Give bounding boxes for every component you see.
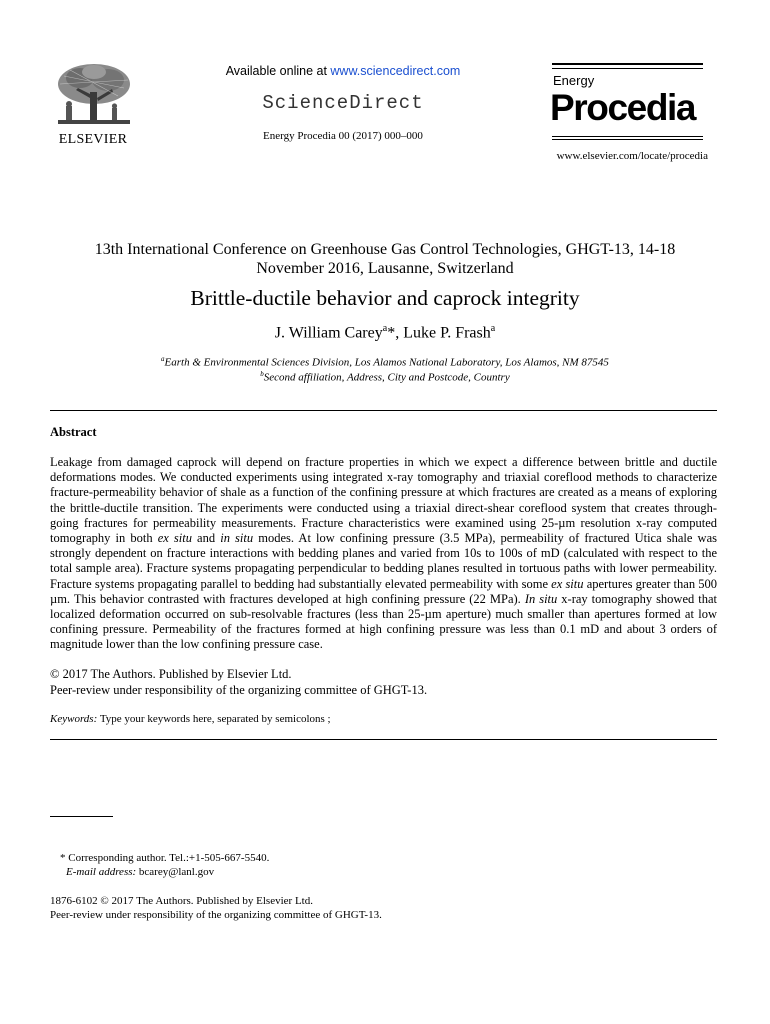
author-name: J. William Carey [274, 324, 383, 342]
available-prefix: Available online at [225, 64, 331, 78]
conference-line-2: November 2016, Lausanne, Switzerland [256, 260, 514, 277]
abstract-segment: modes. At low confining pressure (3.5 MPa), permeability of fractured Utica shale was strongly dependent on fracture interactions with bedding planes and varied from 10s to 100s of mD (calculated with respect to the total sample area). Fracture systems propagating perpendicular to bedding planes resulted in tortuous paths with lower permeability. Fracture systems propagating parallel to bedding had substantially elevated permeability with some [50, 531, 717, 591]
elsevier-tree-logo [50, 62, 136, 132]
abstract-segment: and [191, 531, 221, 546]
conference-line-1: 13th International Conference on Greenhouse Gas Control Technologies, GHGT-13, 14-18 [94, 241, 676, 258]
email-address[interactable]: bcarey@lanl.gov [136, 866, 215, 878]
affiliation-text: Second affiliation, Address, City and Postcode, Country [263, 371, 510, 384]
author-list [50, 323, 720, 342]
keywords-label: Keywords: [50, 713, 98, 725]
section-divider [50, 739, 717, 740]
journal-rule-top [552, 63, 703, 65]
publisher-wordmark: ELSEVIER [58, 132, 128, 147]
abstract-italic: In situ [524, 591, 558, 606]
abstract-heading: Abstract [50, 425, 97, 439]
peer-review-footer: Peer-review under responsibility of the organizing committee of GHGT-13. [50, 909, 382, 921]
abstract-segment: apertures greater than 500 µm. This behavior contrasted with fractures developed at high confining pressure (22 MPa). [50, 576, 717, 606]
journal-name-small: Energy [553, 73, 595, 88]
abstract-text [50, 455, 717, 653]
author-name: Luke P. Frash [403, 324, 491, 342]
footnote-divider [50, 816, 113, 817]
journal-rule-bottom-thin [552, 139, 703, 140]
journal-url[interactable]: www.elsevier.com/locate/procedia [556, 150, 708, 162]
available-online-line [150, 64, 536, 78]
affiliation-mark: b [260, 370, 264, 378]
abstract-italic: ex situ [551, 576, 584, 591]
journal-reference: Energy Procedia 00 (2017) 000–000 [263, 130, 423, 142]
issn-line: 1876-6102 © 2017 The Authors. Published by Elsevier Ltd. [50, 895, 313, 907]
conference-info [50, 240, 720, 278]
keywords-line [50, 713, 331, 725]
copyright-line: © 2017 The Authors. Published by Elsevier Ltd. [50, 667, 292, 681]
section-divider [50, 410, 717, 411]
abstract-segment: Leakage from damaged caprock will depend on fracture properties in which we expect a difference between brittle and ductile deformations modes. We conducted experiments using integrated x-ray tomography and triaxial coreflood methods to characterize fracture-permeability behavior of shale as a function of the confining pressure at which fractures are created as a means of exploring the brittle-ductile transition. The experiments were conducted using a triaxial direct-shear coreflood system that creates through-going fractures for permeability measurements. Fracture characteristics were examined using 25-µm resolution x-ray computed tomography in both [50, 455, 717, 546]
affiliation-a [50, 355, 720, 369]
email-label: E-mail address: [66, 866, 137, 878]
sciencedirect-brand: ScienceDirect [262, 92, 424, 114]
paper-title: Brittle-ductile behavior and caprock integrity [190, 286, 580, 310]
affiliation-b [50, 370, 720, 384]
author-affiliation-mark: a [382, 323, 388, 334]
email-note [66, 866, 214, 878]
author-affiliation-mark: a [490, 323, 496, 334]
journal-rule-bottom [552, 136, 703, 137]
affiliation-mark: a [161, 355, 165, 363]
keywords-text: Type your keywords here, separated by semicolons ; [97, 713, 331, 725]
abstract-italic: in situ [220, 531, 254, 546]
corresponding-mark: *, [387, 324, 404, 342]
journal-rule-top-thin [552, 68, 703, 69]
abstract-italic: ex situ [157, 531, 192, 546]
sciencedirect-link[interactable]: www.sciencedirect.com [330, 64, 461, 78]
peer-review-line: Peer-review under responsibility of the organizing committee of GHGT-13. [50, 683, 428, 697]
affiliation-text: Earth & Environmental Sciences Division, Los Alamos National Laboratory, Los Alamos, NM 87545 [164, 356, 609, 369]
corresponding-author-note: * Corresponding author. Tel.:+1-505-667-5540. [60, 852, 270, 864]
abstract-segment: x-ray tomography showed that localized deformation occurred on sub-resolvable fractures (less than 25-µm aperture) much smaller than apertures formed at low confining pressure. Permeability of the fractures formed at high confining pressure was less than 0.1 mD and about 3 orders of magnitude lower than the low confining pressure case. [50, 591, 718, 652]
journal-name-large: Procedia [550, 87, 696, 128]
